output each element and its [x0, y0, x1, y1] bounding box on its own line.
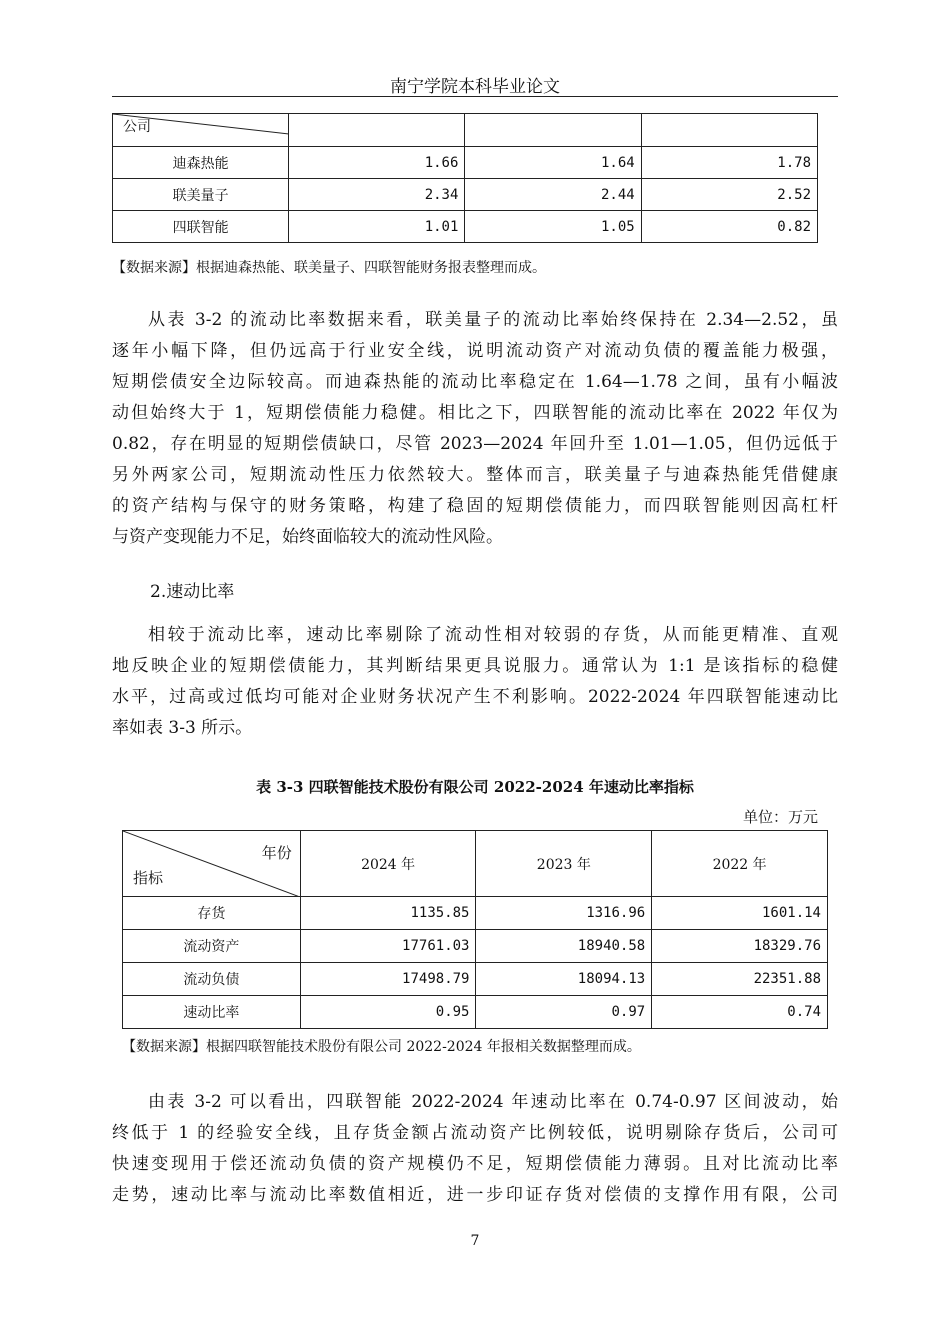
header-cell [641, 114, 817, 147]
table-cell: 17498.79 [300, 963, 476, 996]
table2-source-note: 【数据来源】根据四联智能技术股份有限公司 2022-2024 年报相关数据整理而成。 [122, 1039, 641, 1055]
text-line: 短期偿债安全边际较高。而迪森热能的流动比率稳定在 1.64—1.78 之间，虽有小幅波 [112, 372, 838, 392]
table-row [123, 996, 828, 1029]
table-cell: 0.97 [476, 996, 652, 1029]
table-row [123, 930, 828, 963]
header-cell [289, 114, 465, 147]
row-label: 联美量子 [113, 179, 289, 211]
text-line: 走势，速动比率与流动比率数值相近，进一步印证存货对偿债的支撑作用有限，公司 [112, 1185, 838, 1205]
text-line: 另外两家公司，短期流动性压力依然较大。整体而言，联美量子与迪森热能凭借健康 [112, 465, 838, 485]
table-cell: 18329.76 [652, 930, 828, 963]
table-corner-cell [123, 831, 301, 897]
table-cell: 1.66 [289, 147, 465, 179]
row-label: 存货 [123, 897, 301, 930]
table-cell: 17761.03 [300, 930, 476, 963]
table1-source-note: 【数据来源】根据迪森热能、联美量子、四联智能财务报表整理而成。 [112, 260, 546, 276]
corner-label-indicator: 指标 [133, 869, 164, 887]
text-line: 终低于 1 的经验安全线，且存货金额占流动资产比例较低，说明剔除存货后，公司可 [112, 1123, 838, 1143]
header-rule [112, 96, 838, 97]
table-cell: 0.82 [641, 211, 817, 243]
row-label: 迪森热能 [113, 147, 289, 179]
header-cell [465, 114, 641, 147]
row-label: 四联智能 [113, 211, 289, 243]
table-cell: 2.52 [641, 179, 817, 211]
text-line: 逐年小幅下降，但仍远高于行业安全线，说明流动资产对流动负债的覆盖能力极强， [112, 341, 838, 361]
table-cell: 18094.13 [476, 963, 652, 996]
table-row [123, 963, 828, 996]
section-heading: 2.速动比率 [150, 582, 235, 602]
quick-ratio-table [122, 830, 828, 1029]
text-line: 的资产结构与保守的财务策略，构建了稳固的短期偿债能力，而四联智能则因高杠杆 [112, 496, 838, 516]
table-cell: 2.44 [465, 179, 641, 211]
row-label: 流动资产 [123, 930, 301, 963]
paragraph-quick-ratio-analysis [112, 1087, 838, 1211]
table-cell: 1601.14 [652, 897, 828, 930]
text-line: 从表 3-2 的流动比率数据来看，联美量子的流动比率始终保持在 2.34—2.52，虽 [148, 310, 838, 330]
table-cell: 1.01 [289, 211, 465, 243]
text-line: 与资产变现能力不足，始终面临较大的流动性风险。 [112, 527, 503, 547]
table-corner-cell [113, 114, 289, 147]
table-row [123, 897, 828, 930]
table-cell: 1.78 [641, 147, 817, 179]
paragraph-quick-ratio-intro [112, 620, 838, 744]
page-header: 南宁学院本科毕业论文 [390, 77, 560, 97]
corner-label: 公司 [123, 119, 151, 135]
table-cell: 1.05 [465, 211, 641, 243]
table-row [113, 179, 818, 211]
text-line: 地反映企业的短期偿债能力，其判断结果更具说服力。通常认为 1:1 是该指标的稳健 [112, 656, 838, 676]
year-header: 2024 年 [300, 831, 476, 897]
current-ratio-table [112, 113, 818, 243]
table-cell: 2.34 [289, 179, 465, 211]
year-header: 2022 年 [652, 831, 828, 897]
row-label: 速动比率 [123, 996, 301, 1029]
text-line: 快速变现用于偿还流动负债的资产规模仍不足，短期偿债能力薄弱。且对比流动比率 [112, 1154, 838, 1174]
year-header: 2023 年 [476, 831, 652, 897]
table-cell: 0.74 [652, 996, 828, 1029]
table-cell: 18940.58 [476, 930, 652, 963]
table-caption: 表 3-3 四联智能技术股份有限公司 2022-2024 年速动比率指标 [256, 778, 694, 796]
corner-label-year: 年份 [261, 844, 292, 862]
table-row [113, 147, 818, 179]
text-line: 0.82，存在明显的短期偿债缺口，尽管 2023—2024 年回升至 1.01—1.05，但仍远低于 [112, 434, 838, 454]
text-line: 由表 3-2 可以看出，四联智能 2022-2024 年速动比率在 0.74-0.97 区间波动，始 [148, 1092, 838, 1112]
text-line: 动但始终大于 1，短期偿债能力稳健。相比之下，四联智能的流动比率在 2022 年仅为 [112, 403, 838, 423]
table-cell: 1316.96 [476, 897, 652, 930]
text-line: 水平，过高或过低均可能对企业财务状况产生不利影响。2022-2024 年四联智能速动比 [112, 687, 838, 707]
unit-label: 单位：万元 [742, 808, 818, 826]
page-number: 7 [470, 1233, 480, 1249]
text-line: 相较于流动比率，速动比率剔除了流动性相对较弱的存货，从而能更精准、直观 [148, 625, 838, 645]
row-label: 流动负债 [123, 963, 301, 996]
table-cell: 1135.85 [300, 897, 476, 930]
text-line: 率如表 3-3 所示。 [112, 718, 253, 738]
table-cell: 22351.88 [652, 963, 828, 996]
table-cell: 0.95 [300, 996, 476, 1029]
paragraph-current-ratio-analysis [112, 305, 838, 553]
table-cell: 1.64 [465, 147, 641, 179]
table-row [113, 211, 818, 243]
